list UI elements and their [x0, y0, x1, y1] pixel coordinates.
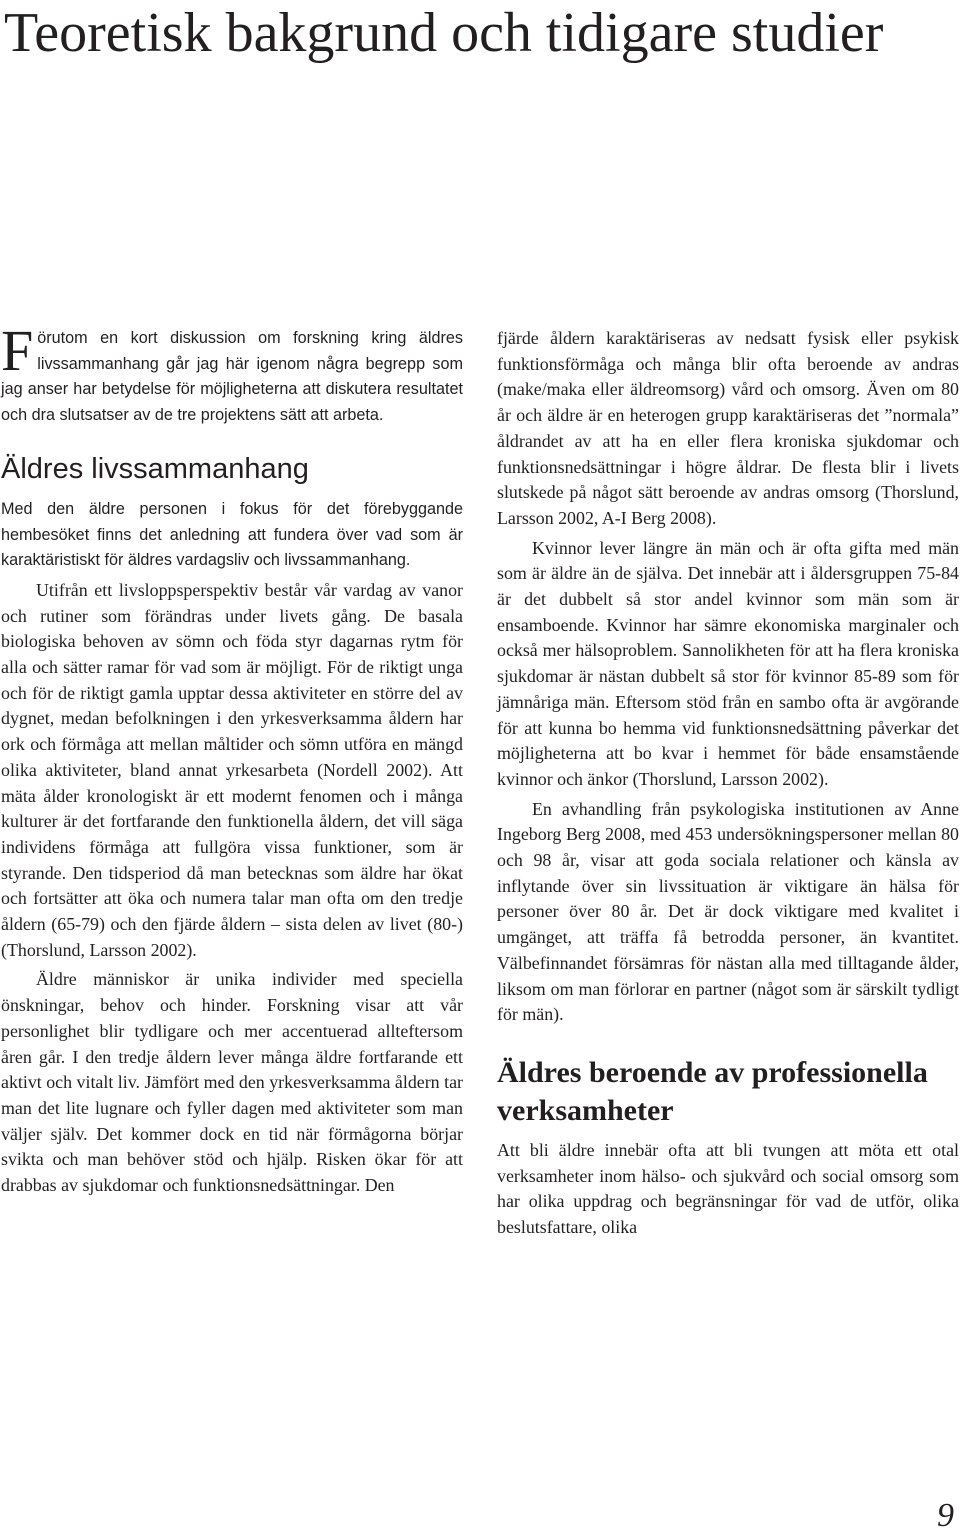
intro-text: örutom en kort diskussion om forskning kring äldres livssammanhang går jag här igenom några begrepp som jag anser har betydelse för möjligheterna att diskutera resultatet och dra slutsatser av de tre projektens sätt att arbeta.: [1, 329, 463, 425]
body-paragraph: Äldre människor är unika individer med speciella önskningar, behov och hinder. Forskning visar att vår personlighet blir tydligare och mer accentuerad allteftersom åren går. I den tredje åldern lever många äldre fortfarande ett aktivt och vitalt liv. Jämfört med den yrkesverksamma åldern tar man det lite lugnare och fyller dagen med aktiviteter som man väljer själv. Det kommer dock en tid när förmågorna börjar svikta och man behöver stöd och hjälp. Risken ökar för att drabbas av sjukdomar och funktionsnedsättningar. Den: [1, 969, 463, 1196]
body-paragraph: Att bli äldre innebär ofta att bli tvungen att möta ett otal verksamheter inom hälso- och sjukvård och social omsorg som har olika uppdrag och begränsningar för vad de utför, olika beslutsfattare, olika: [497, 1139, 959, 1238]
drop-cap: F: [1, 318, 34, 383]
body-paragraph: Kvinnor lever längre än män och är ofta gifta med män som är äldre än de själva. Det innebär att i åldersgruppen 75-84 är det dubbelt så stor andel kvinnor som män som är ensamboende. Kvinnor har sämre ekonomiska marginaler och också mer hälsoproblem. Sannolikheten för att ha flera kroniska sjukdomar är nästan dubbelt så stor för kvinnor 85-89 som för jämnåriga män. Eftersom stöd från en sambo ofta är avgörande för att kunna bo hemma vid funktionsnedsättning påverkar det möjligheterna att bo kvar i hemmet för både ensamstående kvinnor och änkor (Thorslund, Larsson 2002).: [497, 537, 959, 789]
body-paragraph: Med den äldre personen i fokus för det förebyggande hembesöket finns det anledning att fundera över vad som är karaktäristiskt för äldres vardagsliv och livssammanhang.: [1, 499, 463, 570]
page-number: 9: [937, 1497, 954, 1534]
section-heading-aldres-beroende: Äldres beroende av professionella verksamheter: [497, 1055, 928, 1127]
body-paragraph: En avhandling från psykologiska institutionen av Anne Ingeborg Berg 2008, med 453 undersökningspersoner mellan 80 och 98 år, visar att goda sociala relationer och känsla av inflytande över sin livssituation är viktigare än hälsa för personer över 80 år. Det är dock viktigare med kvalitet i umgänget, att träffa få betrodda personer, än kvantitet. Välbefinnandet försämras för nästan alla med tilltagande ålder, liksom om man förlorar en partner (något som är särskilt tydligt för män).: [497, 798, 959, 1025]
right-column: [497, 326, 959, 1241]
page-title: Teoretisk bakgrund och tidigare studier: [4, 2, 884, 64]
body-paragraph: fjärde åldern karaktäriseras av nedsatt fysisk eller psykisk funktionsförmåga och många blir ofta beroende av andras (make/maka eller äldreomsorg) vård och omsorg. Även om 80 år och äldre är en heterogen grupp karaktäriseras det ”normala” åldrandet av att ha en eller flera kroniska sjukdomar och funktionsnedsättningar i högre åldrar. De flesta blir i livets slutskede på något sätt beroende av andras omsorg (Thorslund, Larsson 2002, A-I Berg 2008).: [497, 328, 959, 528]
body-paragraph: Utifrån ett livsloppsperspektiv består vår vardag av vanor och rutiner som förändras under livets gång. De basala biologiska behoven av sömn och föda styr dagarnas rytm för alla och sätter ramar för vad som är möjligt. För de riktigt unga och för de riktigt gamla upptar dessa aktiviteter en större del av dygnet, medan befolkningen i den yrkesverksamma åldern har ork och förmåga att mellan måltider och sömn utföra en mängd olika aktiviteter, bland annat yrkesarbeta (Nordell 2002). Att mäta ålder kronologiskt är ett modernt fenomen och i många kulturer är det fortfarande den funktionella åldern, det vill säga individens förmåga att fullgöra vissa funktioner, som är styrande. Den tidsperiod då man betecknas som äldre har ökat och fortsätter att öka och numera talar man ofta om den tredje åldern (65-79) och den fjärde åldern – sista delen av livet (80-) (Thorslund, Larsson 2002).: [1, 579, 463, 960]
section-heading-aldres-livssammanhang: Äldres livssammanhang: [1, 452, 309, 485]
left-column: [1, 318, 463, 1199]
intro-paragraph: [1, 318, 463, 429]
